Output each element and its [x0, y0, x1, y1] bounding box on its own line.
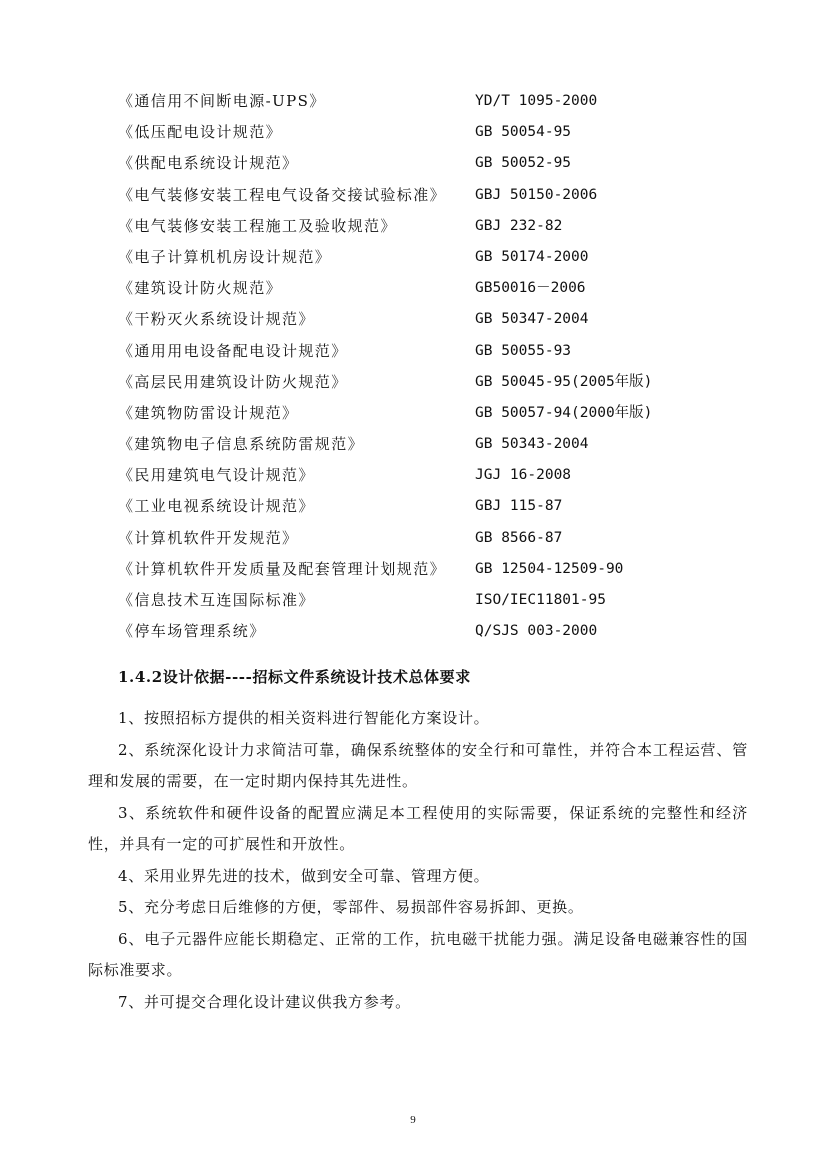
- standard-name: 《建筑物防雷设计规范》: [118, 403, 299, 422]
- requirement-item: 5、充分考虑日后维修的方便，零部件、易损部件容易拆卸、更换。: [118, 898, 584, 916]
- standard-name: 《停车场管理系统》: [118, 622, 266, 641]
- standard-code: GB50016－2006: [475, 280, 586, 297]
- requirement-item: 2、系统深化设计力求简洁可靠，确保系统整体的安全行和可靠性，并符合本工程运营、管理和发展的需要，在一定时期内保持其先进性。: [88, 740, 748, 790]
- standard-code: ISO/IEC11801-95: [475, 592, 606, 608]
- standard-row: [118, 148, 738, 179]
- standard-name: 《电气装修安装工程施工及验收规范》: [118, 216, 397, 235]
- standard-code: GB 50347-2004: [475, 311, 589, 328]
- standard-name: 《计算机软件开发规范》: [118, 528, 299, 547]
- standards-list: [118, 86, 738, 647]
- standard-row: [118, 429, 738, 460]
- standard-name: 《高层民用建筑设计防火规范》: [118, 372, 348, 391]
- standard-row: [118, 367, 738, 398]
- standard-row: [118, 554, 738, 585]
- standard-code: GB 12504-12509-90: [475, 560, 624, 577]
- requirement-item: 3、系统软件和硬件设备的配置应满足本工程使用的实际需要，保证系统的完整性和经济性，并具有一定的可扩展性和开放性。: [88, 803, 748, 853]
- standard-code: GB 8566-87: [475, 529, 563, 546]
- requirements-list: [88, 703, 748, 1018]
- standard-row: [118, 211, 738, 242]
- standard-code: GB 50054-95: [475, 124, 572, 141]
- standard-code: GB 50174-2000: [475, 248, 589, 265]
- requirement-item: 1、按照招标方提供的相关资料进行智能化方案设计。: [118, 709, 490, 727]
- standard-code: YD/T 1095-2000: [475, 93, 598, 109]
- standard-row: [118, 585, 738, 616]
- standard-row: [118, 523, 738, 554]
- standard-code: JGJ 16-2008: [475, 467, 572, 484]
- standard-name: 《建筑物电子信息系统防雷规范》: [118, 435, 365, 454]
- standard-name: 《工业电视系统设计规范》: [118, 497, 315, 516]
- standard-name: 《供配电系统设计规范》: [118, 154, 299, 173]
- standard-name: 《民用建筑电气设计规范》: [118, 466, 315, 485]
- standard-code: GBJ 50150-2006: [475, 186, 598, 203]
- requirement-item: 6、电子元器件应能长期稳定、正常的工作，抗电磁干扰能力强。满足设备电磁兼容性的国际标准要求。: [88, 929, 748, 979]
- standard-name: 《信息技术互连国际标准》: [118, 591, 315, 609]
- standard-row: [118, 304, 738, 335]
- standard-row: [118, 460, 738, 491]
- requirement-item: 7、并可提交合理化设计建议供我方参考。: [118, 992, 411, 1011]
- standard-row: [118, 616, 738, 647]
- section-heading: 1.4.2设计依据----招标文件系统设计技术总体要求: [118, 668, 471, 686]
- standard-code: GB 50055-93: [475, 342, 572, 359]
- standard-name: 《电气装修安装工程电气设备交接试验标准》: [118, 185, 447, 204]
- standard-row: [118, 117, 738, 148]
- standard-code: GBJ 115-87: [475, 498, 563, 515]
- page-number: 9: [410, 1114, 416, 1126]
- standard-code: GB 50343-2004: [475, 436, 589, 453]
- standard-name: 《干粉灭火系统设计规范》: [118, 310, 315, 329]
- standard-name: 《低压配电设计规范》: [118, 123, 283, 142]
- standard-row: [118, 491, 738, 522]
- standard-name: 《计算机软件开发质量及配套管理计划规范》: [118, 559, 447, 578]
- standard-code: GB 50057-94(2000年版): [475, 404, 653, 421]
- standard-name: 《通用用电设备配电设计规范》: [118, 341, 348, 360]
- standard-row: [118, 180, 738, 211]
- standard-row: [118, 398, 738, 429]
- standard-name: 《建筑设计防火规范》: [118, 279, 283, 298]
- standard-name: 《电子计算机机房设计规范》: [118, 247, 332, 266]
- standard-row: [118, 336, 738, 367]
- standard-row: [118, 273, 738, 304]
- standard-code: GB 50052-95: [475, 155, 572, 172]
- standard-row: [118, 86, 738, 117]
- standard-code: GB 50045-95(2005年版): [475, 373, 653, 390]
- standard-row: [118, 242, 738, 273]
- standard-code: GBJ 232-82: [475, 217, 563, 234]
- standard-name: 《通信用不间断电源-UPS》: [118, 92, 326, 110]
- requirement-item: 4、采用业界先进的技术，做到安全可靠、管理方便。: [118, 866, 490, 885]
- standard-code: Q/SJS 003-2000: [475, 623, 598, 640]
